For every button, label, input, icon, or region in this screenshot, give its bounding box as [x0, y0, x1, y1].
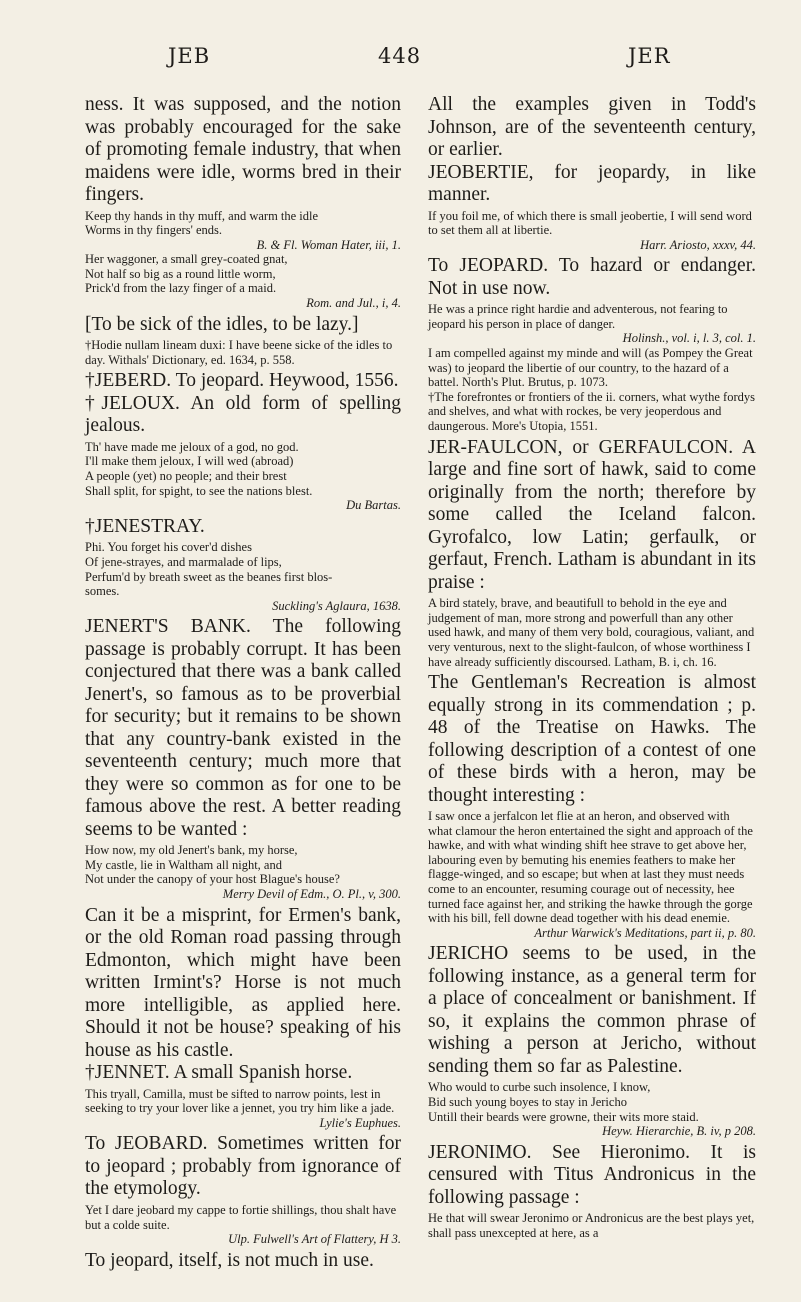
quotation: If you foil me, of which there is small jeobertie, I will send word to set them all at libertie. Harr. Ariosto, xxxv, 44.	[428, 208, 756, 252]
citation: B. & Fl. Woman Hater, iii, 1.	[256, 237, 401, 252]
quotation: How now, my old Jenert's bank, my horse, My castle, lie in Waltham all night, and Not under the canopy of your host Blague's house? Merry Devil of Edm., O. Pl., v, 300.	[85, 843, 401, 902]
quotation: This tryall, Camilla, must be sifted to narrow points, lest in seeking to try your lover like a jennet, you try him like a jade. Lylie's Euphues.	[85, 1086, 401, 1130]
paragraph: ness. It was supposed, and the notion was probably encouraged for the sake of promoting female industry, that when maidens were idle, worms bred in their fingers.	[85, 94, 401, 205]
quotation: A bird stately, brave, and beautifull to behold in the eye and judgement of man, more strong and powerfull than any other used hawk, and many of them very bold, couragious, valiant, and very venturous, next to the slight-faulcon, of whose worthiness I have already sufficiently discoursed. Latham, B. i, ch. 16.	[428, 596, 755, 669]
citation: Heyw. Hierarchie, B. iv, p 208.	[602, 1124, 756, 1139]
paragraph: The Gentleman's Recreation is almost equally strong in its commendation ; p. 48 of the Treatise on Hawks. The following description of a contest of one of these birds with a heron, may be thought interesting :	[428, 672, 756, 806]
left-column	[85, 94, 401, 1272]
citation: Harr. Ariosto, xxxv, 44.	[640, 237, 756, 252]
entry-jericho: JERICHO seems to be used, in the following instance, as a general term for a place of concealment or banishment. If so, it explains the common phrase of wishing a person at Jericho, without sending them so far as Palestine.	[428, 943, 756, 1077]
entry-jeopard: To JEOPARD. To hazard or endanger. Not in use now.	[428, 255, 756, 299]
quotation: He was a prince right hardie and adventerous, not fearing to jeopard his person in place of danger. Holinsh., vol. i, l. 3, col. 1. I am compelled against my minde and will (as Pompey the Great was) to jeopard the libertie of our country, to the hazard of a battel. North's Plut. Brutus, p. 1073. †The forefrontes or frontiers of the ii. corners, what wythe fordys and shelves, and what with rockes, be very jeoperdous and daungerous. More's Utopia, 1551.	[428, 302, 756, 434]
page-number: 448	[378, 44, 422, 68]
citation: Arthur Warwick's Meditations, part ii, p. 80.	[534, 925, 756, 940]
header-left-guide-word: JEB	[168, 44, 211, 68]
running-header	[0, 44, 801, 72]
quotation: †Hodie nullam lineam duxi: I have beene sicke of the idles to day. Withals' Dictionary, ed. 1634, p. 558.	[85, 338, 393, 367]
citation: Ulp. Fulwell's Art of Flattery, H 3.	[228, 1232, 401, 1247]
entry-jenerts-bank: JENERT'S BANK. The following passage is probably corrupt. It has been conjectured that there was a bank called Jenert's, so famous as to be proverbial for security; but it remains to be shown that any country-bank existed in the seventeenth century; much more that they were so common as for one to be famous above the rest. A better reading seems to be wanted :	[85, 616, 401, 840]
citation: Lylie's Euphues.	[319, 1115, 401, 1130]
paragraph: All the examples given in Todd's Johnson, are of the seventeenth century, or earlier.	[428, 94, 756, 160]
quotation: Who would to curbe such insolence, I know, Bid such young boyes to stay in Jericho Untill their beards were growne, their wits more staid. Heyw. Hierarchie, B. iv, p 208.	[428, 1080, 756, 1139]
entry-jeobard: To JEOBARD. Sometimes written for to jeopard ; probably from ignorance of the etymology.	[85, 1133, 401, 1200]
quotation: He that will swear Jeronimo or Andronicus are the best plays yet, shall pass unexcepted at here, as a	[428, 1211, 755, 1240]
quotation: Keep thy hands in thy muff, and warm the idle Worms in thy fingers' ends. B. & Fl. Woman Hater, iii, 1. Her waggoner, a small grey-coated gnat, Not half so big as a round little worm, Prick'd from the lazy finger of a maid. Rom. and Jul., i, 4.	[85, 208, 401, 311]
citation: Merry Devil of Edm., O. Pl., v, 300.	[222, 887, 401, 902]
paragraph: [To be sick of the idles, to be lazy.]	[85, 313, 359, 335]
quotation: Phi. You forget his cover'd dishes Of jene-strayes, and marmalade of lips, Perfum'd by breath sweet as the beanes first blos- somes. Suckling's Aglaura, 1638.	[85, 540, 401, 613]
entry-jenestray: †JENESTRAY.	[85, 515, 205, 537]
quotation: Yet I dare jeobard my cappe to fortie shillings, thou shalt have but a colde suite. Ulp. Fulwell's Art of Flattery, H 3.	[85, 1202, 401, 1247]
paragraph: Can it be a misprint, for Ermen's bank, or the old Roman road passing through Edmonton, which might have been written Irmint's? Horse is not much more intelligible, as applied here. Should it not be house? speaking of his house as his castle.	[85, 904, 401, 1061]
citation: Rom. and Jul., i, 4.	[306, 296, 401, 311]
entry-jeberd: †JEBERD. To jeopard. Heywood, 1556.	[85, 370, 399, 392]
right-column	[428, 94, 756, 1244]
entry-jeloux: †JELOUX. An old form of spelling jealous.	[85, 392, 401, 437]
entry-jeobertie: JEOBERTIE, for jeopardy, in like manner.	[428, 161, 756, 205]
paragraph: To jeopard, itself, is not much in use.	[85, 1249, 374, 1271]
citation: Du Bartas.	[346, 498, 401, 513]
entry-jeronimo: JERONIMO. See Hieronimo. It is censured with Titus Andronicus in the following passage :	[428, 1141, 756, 1208]
citation: Holinsh., vol. i, l. 3, col. 1.	[622, 331, 756, 346]
citation: Suckling's Aglaura, 1638.	[272, 598, 401, 613]
quotation: I saw once a jerfalcon let flie at an heron, and observed with what clamour the heron entertained the sight and approach of the hawke, and with what winding shift hee strave to get above her, labouring even by bemuting his enemies feathers to make her flagge-winged, and so escape; but when at last they must needs come to an encounter, resuming courage out of necessity, hee turned face against her, and striking the hawke through the gorge with his bill, fell downe dead together with his dead enemie. Arthur Warwick's Meditations, part ii, p. 80.	[428, 809, 756, 940]
entry-jennet: †JENNET. A small Spanish horse.	[85, 1062, 353, 1084]
entry-jer-faulcon: JER-FAULCON, or GERFAULCON. A large and fine sort of hawk, said to come originally from the north; therefore by some called the Iceland falcon. Gyrofalco, low Latin; gerfaulk, or gerfaut, French. Latham is abundant in its praise :	[428, 436, 756, 593]
quotation: Th' have made me jeloux of a god, no god. I'll make them jeloux, I will wed (abroad) A people (yet) no people; and their brest Shall split, for spight, to see the nations blest. Du Bartas.	[85, 439, 401, 513]
header-right-guide-word: JER	[628, 44, 671, 68]
